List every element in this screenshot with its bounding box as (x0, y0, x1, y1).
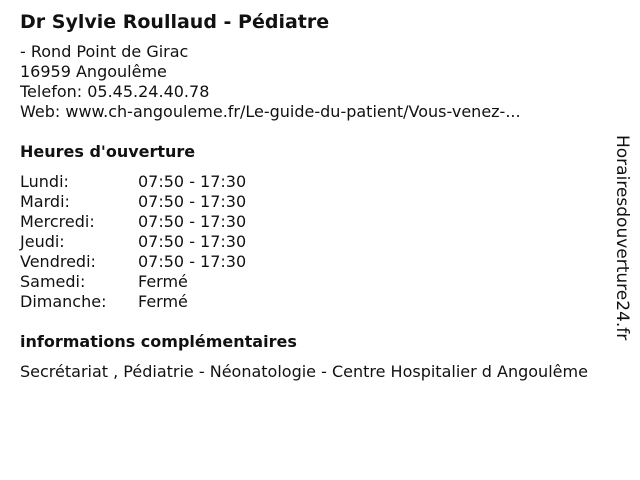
page-title: Dr Sylvie Roullaud - Pédiatre (20, 11, 330, 33)
hours-row (20, 272, 246, 292)
website-link[interactable]: Web: www.ch-angouleme.fr/Le-guide-du-patient/Vous-venez-... (20, 102, 521, 121)
day-label: Jeudi: (20, 232, 65, 251)
day-label: Lundi: (20, 172, 69, 191)
opening-hours-heading: Heures d'ouverture (20, 142, 196, 161)
hours-row (20, 172, 246, 192)
hours-row (20, 212, 246, 232)
day-hours: Fermé (138, 272, 188, 291)
day-label: Dimanche: (20, 292, 107, 311)
site-watermark: Horairesdouverture24.fr (612, 135, 632, 341)
day-label: Mardi: (20, 192, 70, 211)
day-hours: 07:50 - 17:30 (138, 192, 247, 211)
day-label: Vendredi: (20, 252, 96, 271)
address-line-1: - Rond Point de Girac (20, 42, 189, 61)
hours-row (20, 252, 246, 272)
day-hours: 07:50 - 17:30 (138, 212, 247, 231)
hours-row (20, 292, 246, 312)
day-hours: 07:50 - 17:30 (138, 172, 247, 191)
address-line-2: 16959 Angoulême (20, 62, 167, 81)
day-hours: 07:50 - 17:30 (138, 232, 247, 251)
hours-row (20, 232, 246, 252)
opening-hours-table (20, 172, 246, 312)
business-card (20, 10, 620, 382)
day-label: Samedi: (20, 272, 86, 291)
phone-line: Telefon: 05.45.24.40.78 (20, 82, 210, 101)
additional-info-heading: informations complémentaires (20, 332, 297, 351)
day-hours: Fermé (138, 292, 188, 311)
hours-row (20, 192, 246, 212)
day-label: Mercredi: (20, 212, 95, 231)
additional-info-text: Secrétariat , Pédiatrie - Néonatologie - Centre Hospitalier d Angoulême (20, 362, 588, 381)
day-hours: 07:50 - 17:30 (138, 252, 247, 271)
